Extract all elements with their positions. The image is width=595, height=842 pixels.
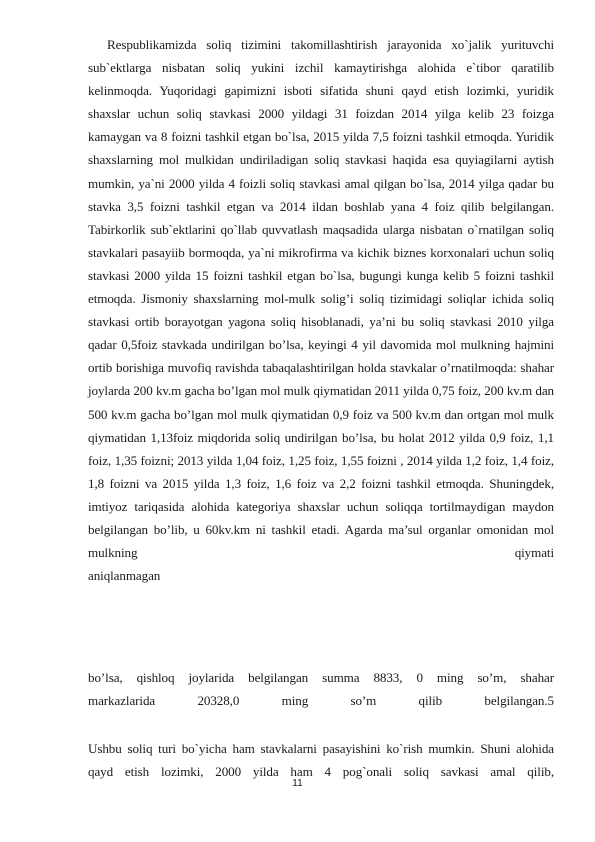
paragraph-last-line: markazlarida 20328,0 ming so’m qilib belgilangan.5 — [88, 693, 554, 709]
paragraph-text: bo’lsa, qishloq joylarida belgilangan summa 8833, 0 ming so’m, shahar — [88, 670, 554, 685]
paragraph-text: Respublikamizda soliq tizimini takomillashtirish jarayonida xo`jalik yurituvchi sub`ektlarga nisbatan soliq yukini izchil kamaytirishga alohida e`tibor qaratilib kelinmoqda. Yuqoridagi gapimizni isboti sifatida shuni qayd etish lozimki, yuridik shaxslar uchun soliq stavkasi 2000 yildagi 31 foizdan 2014 yilga kelib 23 foizga kamaygan va 8 foizni tashkil etgan bo`lsa, 2015 yilda 7,5 foizni tashkil etmoqda. Yuridik shaxslarning mol mulkidan undiriladigan soliq stavkasi haqida esa quyiagilarni aytish mumkin, ya`ni 2000 yilda 4 foizli soliq stavkasi amal qilgan bo`lsa, 2014 yilga qadar bu stavka 3,5 foizni tashkil etgan va 2014 ildan boshlab yana 4 foiz qilib belgilangan. Tabirkorlik sub`ektlarini qo`llab quvvatlash maqsadida ularga nisbatan o`rnatilgan soliq stavkalari pasayiib bormoqda, ya`ni mikrofirma va kichik biznes korxonalari uchun soliq stavkasi 2000 yilda 15 foizni tashkil etgan bo`lsa, bugungi kunga kelib 5 foizni tashkil etmoqda. Jismoniy shaxslarning mol-mulk solig’i soliq tizimidagi soliqlar ichida soliq stavkasi ortib borayotgan yagona soliq hisoblanadi, ya’ni bu soliq stavkasi 2010 yilga qadar 0,5foiz stavkada undirilgan bo’lsa, keyingi 4 yil davomida mol mulkning hajmini ortib borishiga muvofiq ravishda tabaqalashtirilgan holda stavkalar o’rnatilmoqda: shahar joylarda 200 kv.m gacha bo’lgan mol mulk qiymatidan 2011 yilda 0,75 foiz, 200 kv.m dan 500 kv.m gacha bo’lgan mol mulk qiymatidan 0,9 foiz va 500 kv.m dan ortgan mol mulk qiymatidan 1,13foiz miqdorida soliq undirilgan bo’lsa, bu holat 2012 yilda 0,9 foiz, 1,1 foiz, 1,35 foizni; 2013 yilda 1,04 foiz, 1,25 foiz, 1,55 foizni , 2014 yilda 1,2 foiz, 1,4 foiz, 1,8 foizni va 2015 yilda 1,3 foiz, 1,6 foiz va 2,2 foizni tashkil etmoqda. Shuningdek, imtiyoz tariqasida alohida kategoriya shaxslar uchun soliqqa tortilmaydigan maydon belgilangan bo’lib, u 60kv.km ni tashkil etadi. Agarda ma’sul organlar omonidan mol mulkning qiymati — [88, 37, 554, 561]
page-number: 11 — [292, 778, 303, 789]
body-paragraph-2 — [88, 666, 554, 712]
paragraph-last-line: aniqlanmagan — [88, 568, 161, 584]
body-paragraph-1 — [88, 33, 554, 587]
body-paragraph-3 — [88, 737, 554, 783]
paragraph-text: Ushbu soliq turi bo`yicha ham stavkalarni pasayishini ko`rish mumkin. Shuni alohida qayd etish lozimki, 2000 yilda ham 4 pog`onali soliq savkasi amal qilib, — [88, 741, 554, 780]
